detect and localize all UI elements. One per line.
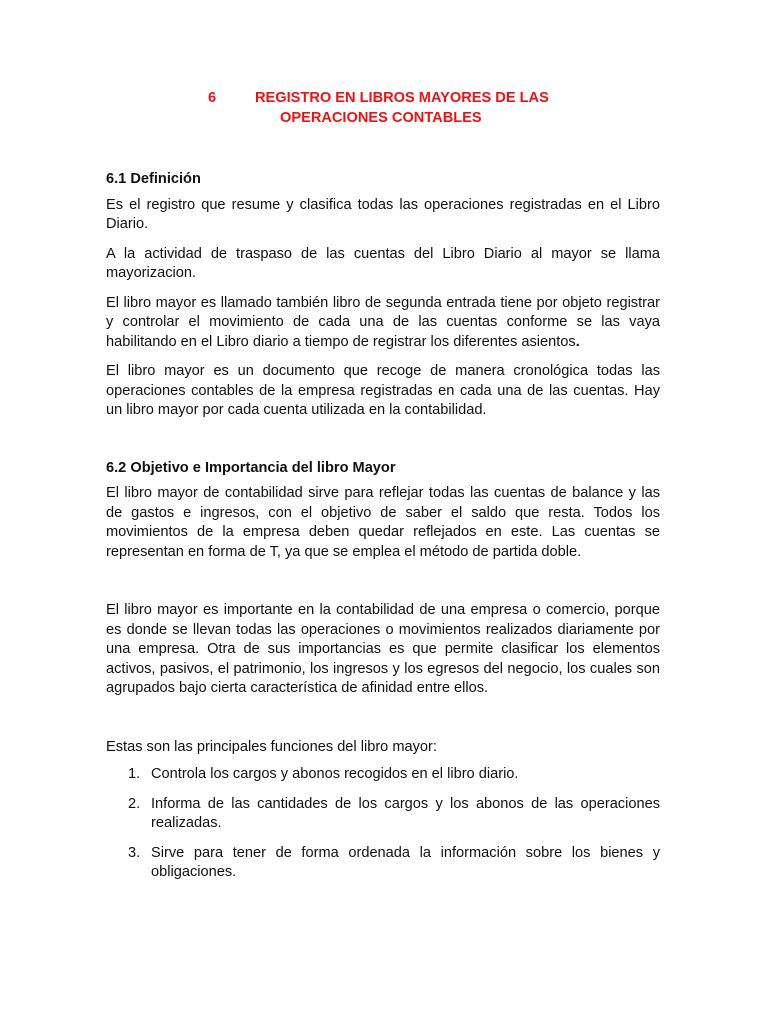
paragraph: A la actividad de traspaso de las cuentas del Libro Diario al mayor se llama mayorizacion. xyxy=(106,245,660,281)
functions-list xyxy=(106,765,660,883)
list-item xyxy=(106,795,660,834)
list-item-text: Controla los cargos y abonos recogidos en el libro diario. xyxy=(151,766,519,782)
list-marker: 3. xyxy=(128,844,141,861)
list-item-text: Sirve para tener de forma ordenada la información sobre los bienes y obligaciones. xyxy=(151,844,660,880)
list-item xyxy=(106,765,660,785)
paragraph xyxy=(106,294,660,353)
paragraph-end-period: . xyxy=(575,333,580,350)
paragraph: El libro mayor es un documento que recoge de manera cronológica todas las operaciones contables de la empresa registradas en cada una de las cuentas. Hay un libro mayor por cada cuenta utilizada en la contabilidad. xyxy=(106,363,660,418)
paragraph: El libro mayor de contabilidad sirve para reflejar todas las cuentas de balance y las de gastos e ingresos, con el objetivo de saber el saldo que resta. Todos los movimientos de la empresa deben quedar reflejados en este. Las cuentas se representan en forma de T, ya que se emplea el método de partida doble. xyxy=(106,485,660,560)
list-marker: 2. xyxy=(128,795,141,812)
paragraph: Estas son las principales funciones del libro mayor: xyxy=(106,738,437,755)
paragraph: Es el registro que resume y clasifica todas las operaciones registradas en el Libro Diario. xyxy=(106,196,660,232)
section-heading-definicion: 6.1 Definición xyxy=(106,171,201,187)
chapter-title xyxy=(106,88,660,130)
list-marker: 1. xyxy=(128,766,141,782)
section-heading-objetivo: 6.2 Objetivo e Importancia del libro Mayor xyxy=(106,459,396,476)
paragraph: El libro mayor es importante en la contabilidad de una empresa o comercio, porque es donde se llevan todas las operaciones o movimientos realizados diariamente por una empresa. Otra de sus importancias es que permite clasificar los elementos activos, pasivos, el patrimonio, los ingresos y los egresos del negocio, los cuales son agrupados bajo cierta característica de afinidad entre ellos. xyxy=(106,602,660,696)
chapter-title-line2: OPERACIONES CONTABLES xyxy=(280,110,482,126)
list-item-text: Informa de las cantidades de los cargos y los abonos de las operaciones realizadas. xyxy=(151,795,660,831)
chapter-title-line1: REGISTRO EN LIBROS MAYORES DE LAS xyxy=(255,90,549,106)
paragraph-text: El libro mayor es llamado también libro de segunda entrada tiene por objeto registrar y controlar el movimiento de cada una de las cuentas conforme se las vaya habilitando en el Libro diario a tiempo de registrar los diferentes asientos xyxy=(106,294,660,350)
list-item xyxy=(106,844,660,883)
document-page xyxy=(106,88,660,893)
chapter-number: 6 xyxy=(208,90,217,106)
